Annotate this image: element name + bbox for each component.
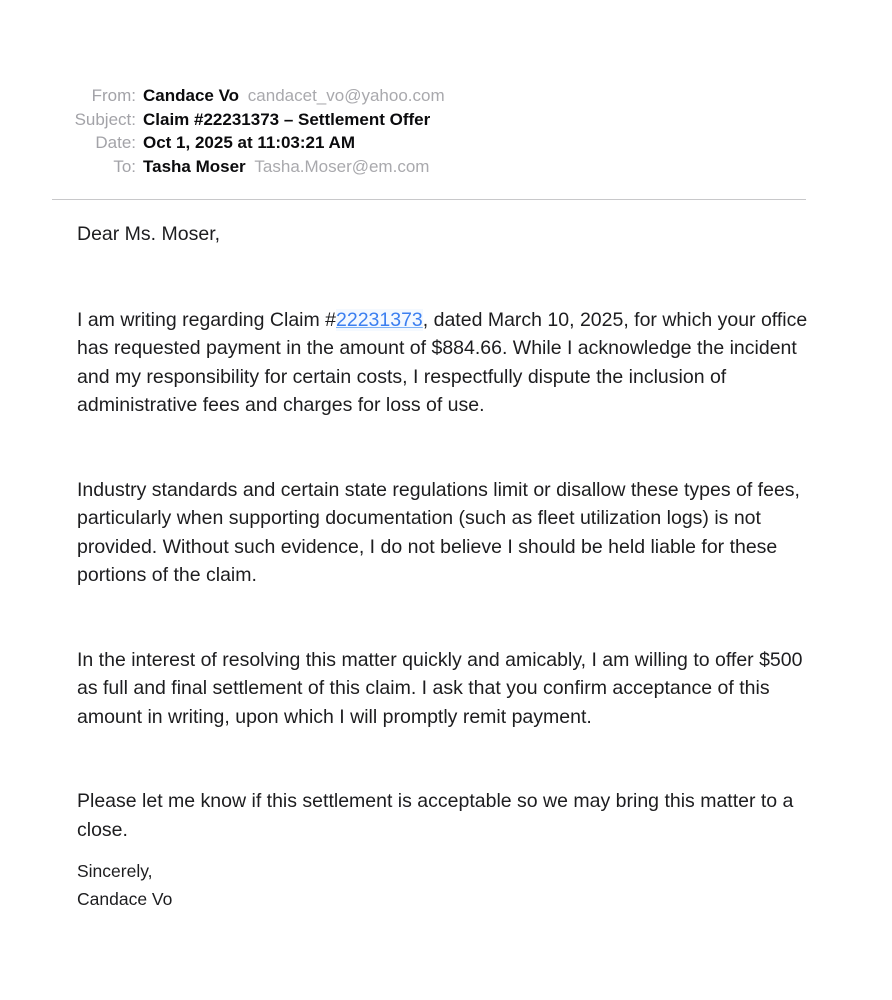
- from-label: From:: [91, 86, 136, 105]
- subject-value-group: [143, 108, 430, 132]
- paragraph-industry-standards: Industry standards and certain state regulations limit or disallow these types of fees, particularly when supporting documentation (such as fleet utilization logs) is not provided. Without such evidence, I do not believe I should be held liable for these portions of the claim.: [77, 478, 800, 586]
- to-label: To:: [113, 156, 136, 176]
- header-row-to: [48, 155, 892, 179]
- paragraph-1-before-link: I am writing regarding Claim #: [77, 308, 337, 331]
- header-row-from: [48, 84, 892, 108]
- sender-name[interactable]: Candace Vo: [143, 86, 240, 105]
- signature-block: [77, 858, 822, 913]
- greeting-line: Dear Ms. Moser,: [77, 223, 221, 245]
- sender-email[interactable]: candacet_vo@yahoo.com: [247, 86, 445, 105]
- email-body: [0, 200, 892, 913]
- from-value-group: [143, 84, 445, 108]
- closing-line: Sincerely,: [77, 861, 153, 881]
- date-text: Oct 1, 2025 at 11:03:21 AM: [143, 133, 355, 152]
- paragraph-1-after-link: , dated March 10, 2025, for which your office has requested payment in the amount of $884.66. While I acknowledge the incident and my responsibility for certain costs, I respectfully dispute the inclusion of administrative fees and charges for loss of use.: [77, 308, 808, 416]
- subject-label: Subject:: [74, 109, 136, 129]
- recipient-name[interactable]: Tasha Moser: [143, 156, 246, 176]
- paragraph-claim-dispute: [77, 306, 815, 420]
- header-row-date: [48, 131, 892, 155]
- signature-name: Candace Vo: [77, 888, 173, 909]
- date-label: Date:: [95, 133, 136, 152]
- email-header: [0, 0, 892, 178]
- recipient-email[interactable]: Tasha.Moser@em.com: [254, 156, 430, 176]
- paragraph-closing-request: Please let me know if this settlement is acceptable so we may bring this matter to a close.: [77, 790, 794, 841]
- header-row-subject: [48, 108, 892, 132]
- date-value-group: [143, 131, 355, 155]
- subject-text: Claim #22231373 – Settlement Offer: [143, 109, 431, 129]
- paragraph-settlement-offer: In the interest of resolving this matter quickly and amicably, I am willing to offer $500 as full and final settlement of this claim. I ask that you confirm acceptance of this amount in writing, upon which I will promptly remit payment.: [77, 648, 803, 728]
- to-value-group: [143, 155, 429, 179]
- claim-number-link[interactable]: 22231373: [336, 308, 423, 331]
